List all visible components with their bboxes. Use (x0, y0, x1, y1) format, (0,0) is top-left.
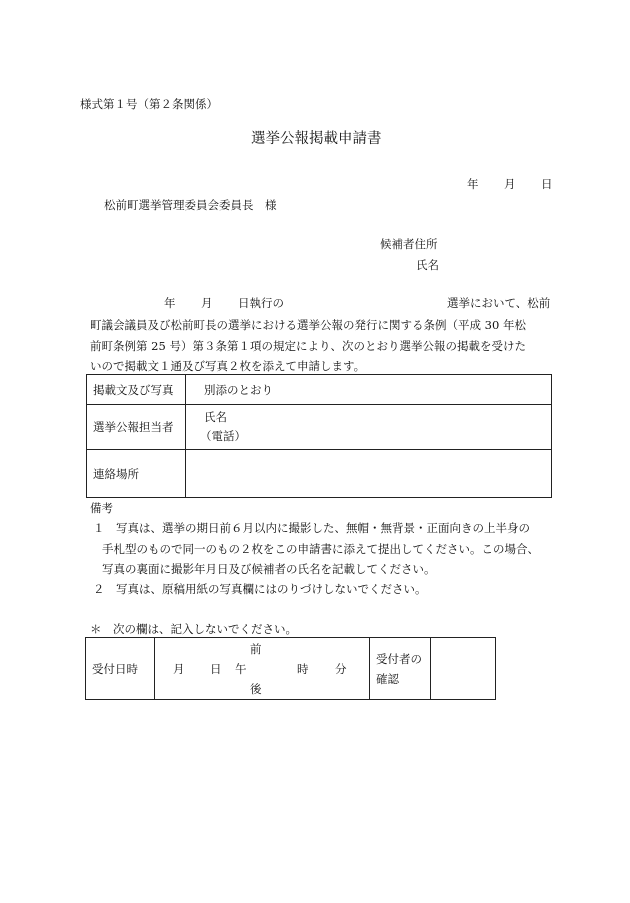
note-1-line-3: 写真の裏面に撮影年月日及び候補者の氏名を記載してください。 (102, 562, 436, 576)
application-table (86, 374, 552, 498)
election-year: 年 (164, 296, 176, 310)
contact-person-value (186, 405, 552, 450)
election-month: 月 (201, 296, 213, 310)
body-line-3: 前町条例第 25 号）第３条第１項の規定により、次のとおり選挙公報の掲載を受けた (90, 339, 526, 353)
receiver-confirm-label (370, 638, 431, 700)
body-line-4: いので掲載文１通及び写真２枚を添えて申請します。 (90, 359, 366, 373)
receiver-confirm-line-1: 受付者の (376, 651, 422, 666)
reception-month: 月 (173, 662, 185, 676)
office-use-note: ＊ 次の欄は、記入しないでください。 (90, 622, 297, 636)
date-year: 年 (467, 177, 479, 191)
receiver-confirm-value (431, 638, 496, 700)
contact-location-value (186, 450, 552, 498)
reception-datetime-label: 受付日時 (86, 638, 155, 700)
reception-datetime-value (155, 638, 370, 700)
note-2-text: 写真は、原稿用紙の写真欄にはのりづけしないでください。 (116, 582, 427, 596)
election-suffix: 選挙において、松前 (447, 296, 551, 310)
time-am: 前 (250, 642, 262, 656)
published-materials-label: 掲載文及び写真 (87, 375, 186, 405)
note-1-line-2: 手札型のもので同一のもの２枚をこの申請書に添えて提出してください。この場合、 (102, 542, 539, 556)
table-row (86, 638, 496, 700)
reception-day: 日 (210, 662, 222, 676)
office-use-table (85, 637, 496, 700)
receiver-confirm-line-2: 確認 (376, 671, 399, 686)
contact-person-phone: （電話） (200, 429, 246, 443)
contact-person-name: 氏名 (204, 410, 227, 424)
body-line-2: 町議会議員及び松前町長の選挙における選挙公報の発行に関する条例（平成 30 年松 (90, 318, 526, 332)
published-materials-value: 別添のとおり (186, 375, 552, 405)
reception-minute: 分 (335, 662, 347, 676)
table-row (87, 375, 552, 405)
table-row (87, 450, 552, 498)
contact-person-label: 選挙公報担当者 (87, 405, 186, 450)
time-pm: 後 (250, 682, 262, 696)
addressee: 松前町選挙管理委員会委員長 様 (104, 198, 277, 212)
date-day: 日 (541, 177, 553, 191)
note-2-number: ２ (93, 582, 105, 596)
applicant-address-label: 候補者住所 (380, 237, 438, 251)
table-row (87, 405, 552, 450)
date-month: 月 (504, 177, 516, 191)
applicant-name-label: 氏名 (416, 258, 439, 272)
notes-heading: 備考 (90, 501, 113, 515)
election-day: 日執行の (238, 296, 284, 310)
note-1-number: １ (93, 521, 105, 535)
form-number: 様式第１号（第２条関係） (80, 97, 218, 111)
contact-location-label: 連絡場所 (87, 450, 186, 498)
note-1-line-1: 写真は、選挙の期日前６月以内に撮影した、無帽・無背景・正面向きの上半身の (116, 521, 530, 535)
page-title: 選挙公報掲載申請書 (251, 131, 382, 147)
time-ampm-prefix: 午 (235, 662, 247, 676)
reception-hour: 時 (297, 662, 309, 676)
